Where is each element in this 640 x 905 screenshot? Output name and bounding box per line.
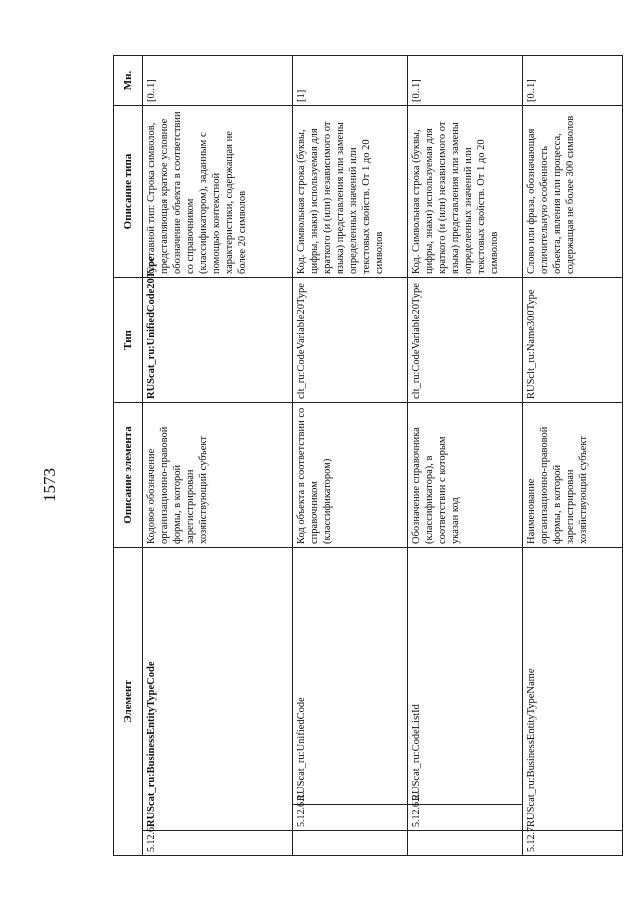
element-name: RUScat_ru:BusinessEntityTypeCode: [143, 548, 293, 831]
element-name: RUScat_ru:UnifiedCode: [293, 548, 408, 805]
type-description: Составной тип: Строка символов, представляющая краткое условное обозначение объекта в соответствии со справочником (классификатором), заданным с помощью контекстной характеристики, содержащая не более 20 символов: [143, 106, 293, 278]
header-type: Тип: [114, 278, 143, 403]
indent-cell: [408, 831, 523, 856]
header-element-description: Описание элемента: [114, 403, 143, 548]
elements-table: [113, 55, 623, 856]
table-header-row: [114, 56, 143, 856]
multiplicity: [0..1]: [143, 56, 293, 106]
indent-cell: [293, 831, 408, 856]
row-number: 5.12.6.: [143, 831, 293, 856]
multiplicity: [0..1]: [523, 56, 623, 106]
table-row: [143, 56, 293, 856]
type-name: clt_ru:CodeVariable20Type: [293, 278, 408, 403]
type-description: Код. Символьная строка (буквы, цифры, знаки) используемая для краткого (и (или) независимого от языка) представления или замены определенных значений или текстовых свойств. От 1 до 20 символов: [293, 106, 408, 278]
element-name: RUScat_ru:CodeListId: [408, 548, 523, 805]
element-description: Наименование организационно-правовой формы, в которой зарегистрирован хозяйствующий субъект: [523, 403, 623, 548]
element-description: Код объекта в соответствии со справочником (классификатором): [293, 403, 408, 548]
element-description: Кодовое обозначение организационно-правовой формы, в которой зарегистрирован хозяйствующий субъект: [143, 403, 293, 548]
type-description: Слово или фраза, обозначающая отличительную особенность объекта, явления или процесса, содержащая не более 300 символов: [523, 106, 623, 278]
page-number: 1573: [40, 468, 59, 502]
row-number: 5.12.7.: [523, 831, 623, 856]
multiplicity: [1]: [293, 56, 408, 106]
header-multiplicity: Мн.: [114, 56, 143, 106]
type-name: clt_ru:CodeVariable20Type: [408, 278, 523, 403]
type-name: RUScat_ru:UnifiedCode20Type: [143, 278, 293, 403]
element-name: RUScat_ru:BusinessEntityTypeName: [523, 548, 623, 831]
row-number: 5.12.6.2.: [408, 805, 523, 831]
row-number: 5.12.6.1.: [293, 805, 408, 831]
table-row: [408, 56, 523, 856]
rotated-table-container: [113, 56, 623, 856]
multiplicity: [0..1]: [408, 56, 523, 106]
table-row: [523, 56, 623, 856]
header-type-description: Описание типа: [114, 106, 143, 278]
type-description: Код. Символьная строка (буквы, цифры, знаки) используемая для краткого (и (или) независимого от языка) представления или замены определенных значений или текстовых свойств. От 1 до 20 символов: [408, 106, 523, 278]
table-row: [293, 56, 408, 856]
type-name: RUSclt_ru:Name300Type: [523, 278, 623, 403]
element-description: Обозначение справочника (классификатора), в соответствии с которым указан код: [408, 403, 523, 548]
header-element: Элемент: [114, 548, 143, 856]
